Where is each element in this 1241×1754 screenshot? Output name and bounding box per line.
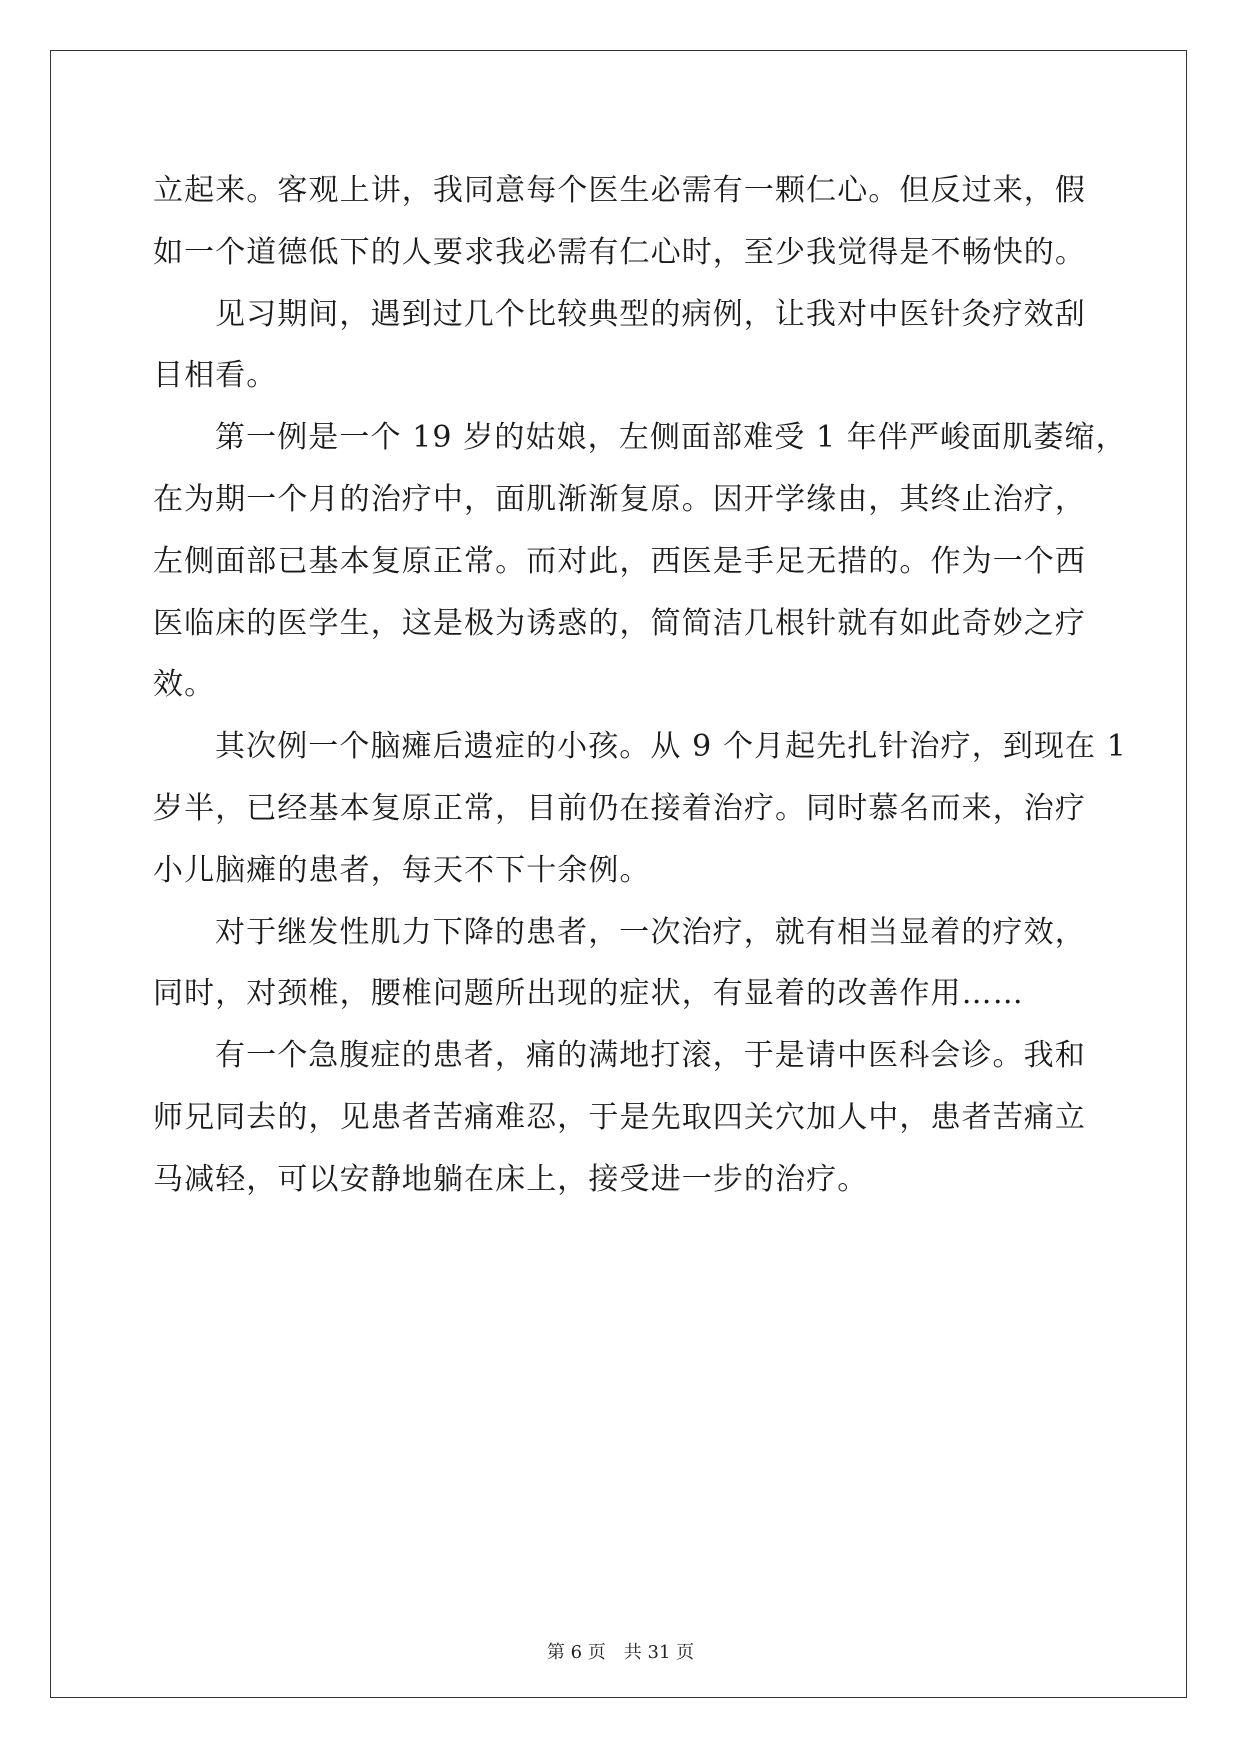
page-number: 第 6 页 xyxy=(546,1642,606,1663)
text-line: 左侧面部已基本复原正常。而对此，西医是手足无措的。作为一个西 xyxy=(153,543,1086,579)
text-line: 同时，对颈椎，腰椎问题所出现的症状，有显着的改善作用…… xyxy=(153,976,1024,1012)
text-line: 立起来。客观上讲，我同意每个医生必需有一颗仁心。但反过来，假 xyxy=(153,173,1086,208)
text-line: 师兄同去的，见患者苦痛难忍，于是先取四关穴加人中，患者苦痛立 xyxy=(153,1099,1086,1135)
page-footer xyxy=(0,1638,1241,1664)
text-line: 其次例一个脑瘫后遗症的小孩。从 9 个月起先扎针治疗，到现在 1 xyxy=(215,729,1127,765)
text-line: 医临床的医学生，这是极为诱惑的，简简洁几根针就有如此奇妙之疗 xyxy=(153,605,1086,641)
text-line: 马减轻，可以安静地躺在床上，接受进一步的治疗。 xyxy=(153,1161,869,1197)
text-line: 见习期间，遇到过几个比较典型的病例，让我对中医针灸疗效刮 xyxy=(215,296,1086,332)
text-line: 对于继发性肌力下降的患者，一次治疗，就有相当显着的疗效， xyxy=(215,914,1086,950)
document-body xyxy=(153,160,1127,1211)
page-total: 共 31 页 xyxy=(623,1642,695,1663)
text-line: 效。 xyxy=(153,667,216,703)
text-line: 第一例是一个 19 岁的姑娘，左侧面部难受 1 年伴严峻面肌萎缩， xyxy=(215,420,1127,456)
text-line: 小儿脑瘫的患者，每天不下十余例。 xyxy=(153,852,651,888)
text-line: 岁半，已经基本复原正常，目前仍在接着治疗。同时慕名而来，治疗 xyxy=(153,790,1086,826)
text-line: 有一个急腹症的患者，痛的满地打滚，于是请中医科会诊。我和 xyxy=(215,1038,1086,1074)
text-line: 如一个道德低下的人要求我必需有仁心时，至少我觉得是不畅快的。 xyxy=(153,234,1086,270)
text-line: 目相看。 xyxy=(153,358,278,394)
text-line: 在为期一个月的治疗中，面肌渐渐复原。因开学缘由，其终止治疗， xyxy=(153,481,1086,517)
